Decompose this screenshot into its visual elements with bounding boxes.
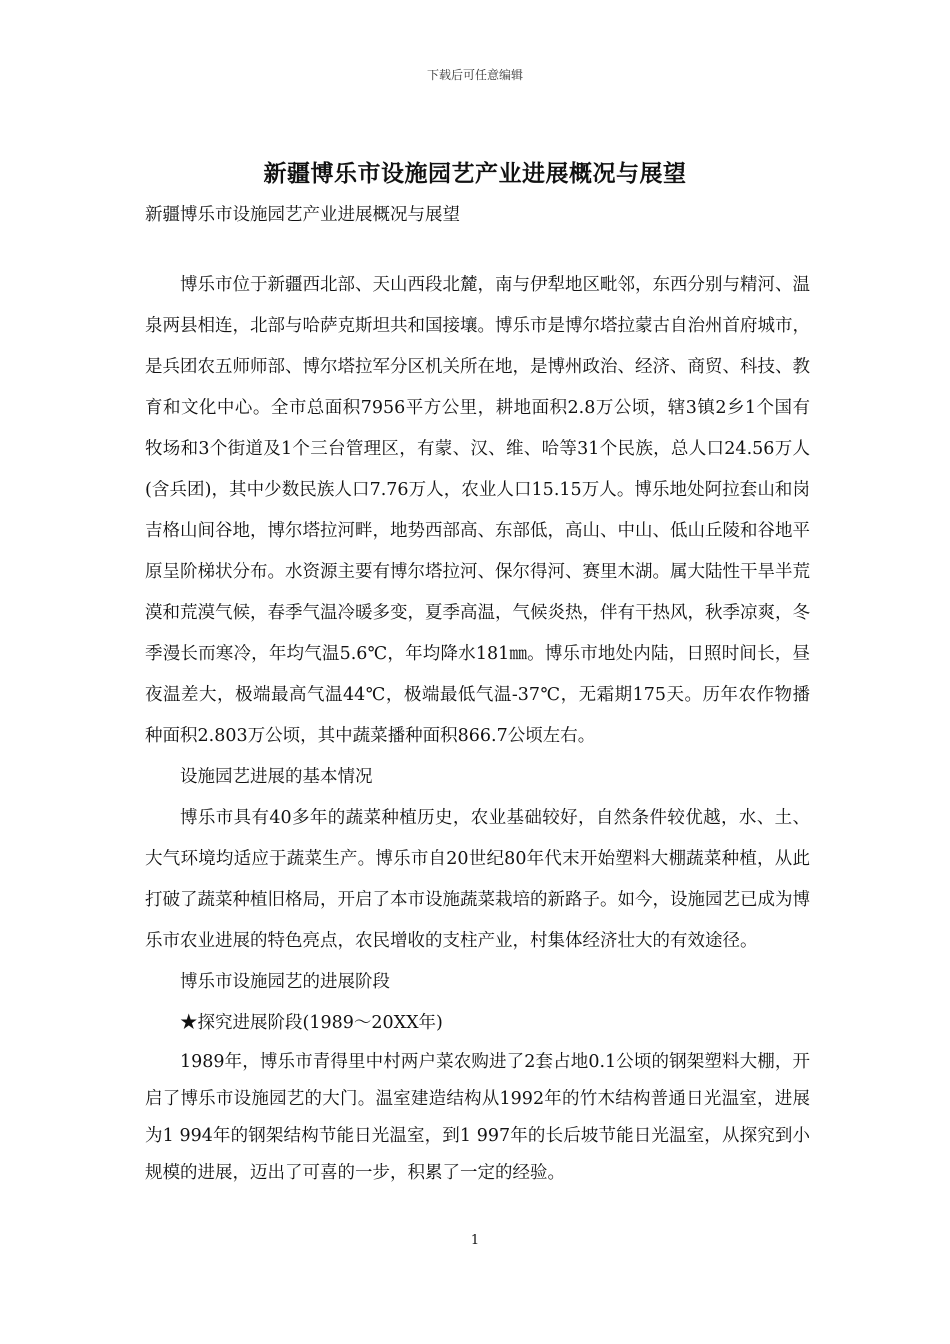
header-note: 下载后可任意编辑 <box>426 68 523 82</box>
stage-heading-exploration: ★探究进展阶段(1989～20XX年) <box>180 1013 443 1033</box>
paragraph-exploration: 1989年，博乐市青得里中村两户菜农购进了2套占地0.1公顷的钢架塑料大棚，开启了博乐市设施园艺的大门。温室建造结构从1992年的竹木结构普通日光温室，进展为1 994年的钢架结构节能日光温室，到1 997年的长后坡节能日光温室，从探究到小规模的进展，迈出了可喜的一步，积累了一定的经验。 <box>145 1052 810 1183</box>
section-heading-basic-situation: 设施园艺进展的基本情况 <box>180 767 373 787</box>
document-subtitle: 新疆博乐市设施园艺产业进展概况与展望 <box>145 205 460 225</box>
paragraph-basic-situation: 博乐市具有40多年的蔬菜种植历史，农业基础较好，自然条件较优越，水、土、大气环境均适应于蔬菜生产。博乐市自20世纪80年代末开始塑料大棚蔬菜种植，从此打破了蔬菜种植旧格局，开启了本市设施蔬菜栽培的新路子。如今，设施园艺已成为博乐市农业进展的特色亮点，农民增收的支柱产业，村集体经济壮大的有效途径。 <box>145 808 810 951</box>
document-title: 新疆博乐市设施园艺产业进展概况与展望 <box>263 160 687 187</box>
paragraph-overview: 博乐市位于新疆西北部、天山西段北麓，南与伊犁地区毗邻，东西分别与精河、温泉两县相连，北部与哈萨克斯坦共和国接壤。博乐市是博尔塔拉蒙古自治州首府城市，是兵团农五师师部、博尔塔拉军分区机关所在地，是博州政治、经济、商贸、科技、教育和文化中心。全市总面积7956平方公里，耕地面积2.8万公顷，辖3镇2乡1个国有牧场和3个街道及1个三台管理区，有蒙、汉、维、哈等31个民族，总人口24.56万人(含兵团)，其中少数民族人口7.76万人，农业人口15.15万人。博乐地处阿拉套山和岗吉格山间谷地，博尔塔拉河畔，地势西部高、东部低，高山、中山、低山丘陵和谷地平原呈阶梯状分布。水资源主要有博尔塔拉河、保尔得河、赛里木湖。属大陆性干旱半荒漠和荒漠气候，春季气温冷暖多变，夏季高温，气候炎热，伴有干热风，秋季凉爽，冬季漫长而寒冷，年均气温5.6℃，年均降水181㎜。博乐市地处内陆，日照时间长，昼夜温差大，极端最高气温44℃，极端最低气温-37℃，无霜期175天。历年农作物播种面积2.803万公顷，其中蔬菜播种面积866.7公顷左右。 <box>145 275 810 746</box>
section-heading-stages: 博乐市设施园艺的进展阶段 <box>180 972 390 992</box>
page-number: 1 <box>470 1233 480 1248</box>
document-body <box>145 265 810 1192</box>
